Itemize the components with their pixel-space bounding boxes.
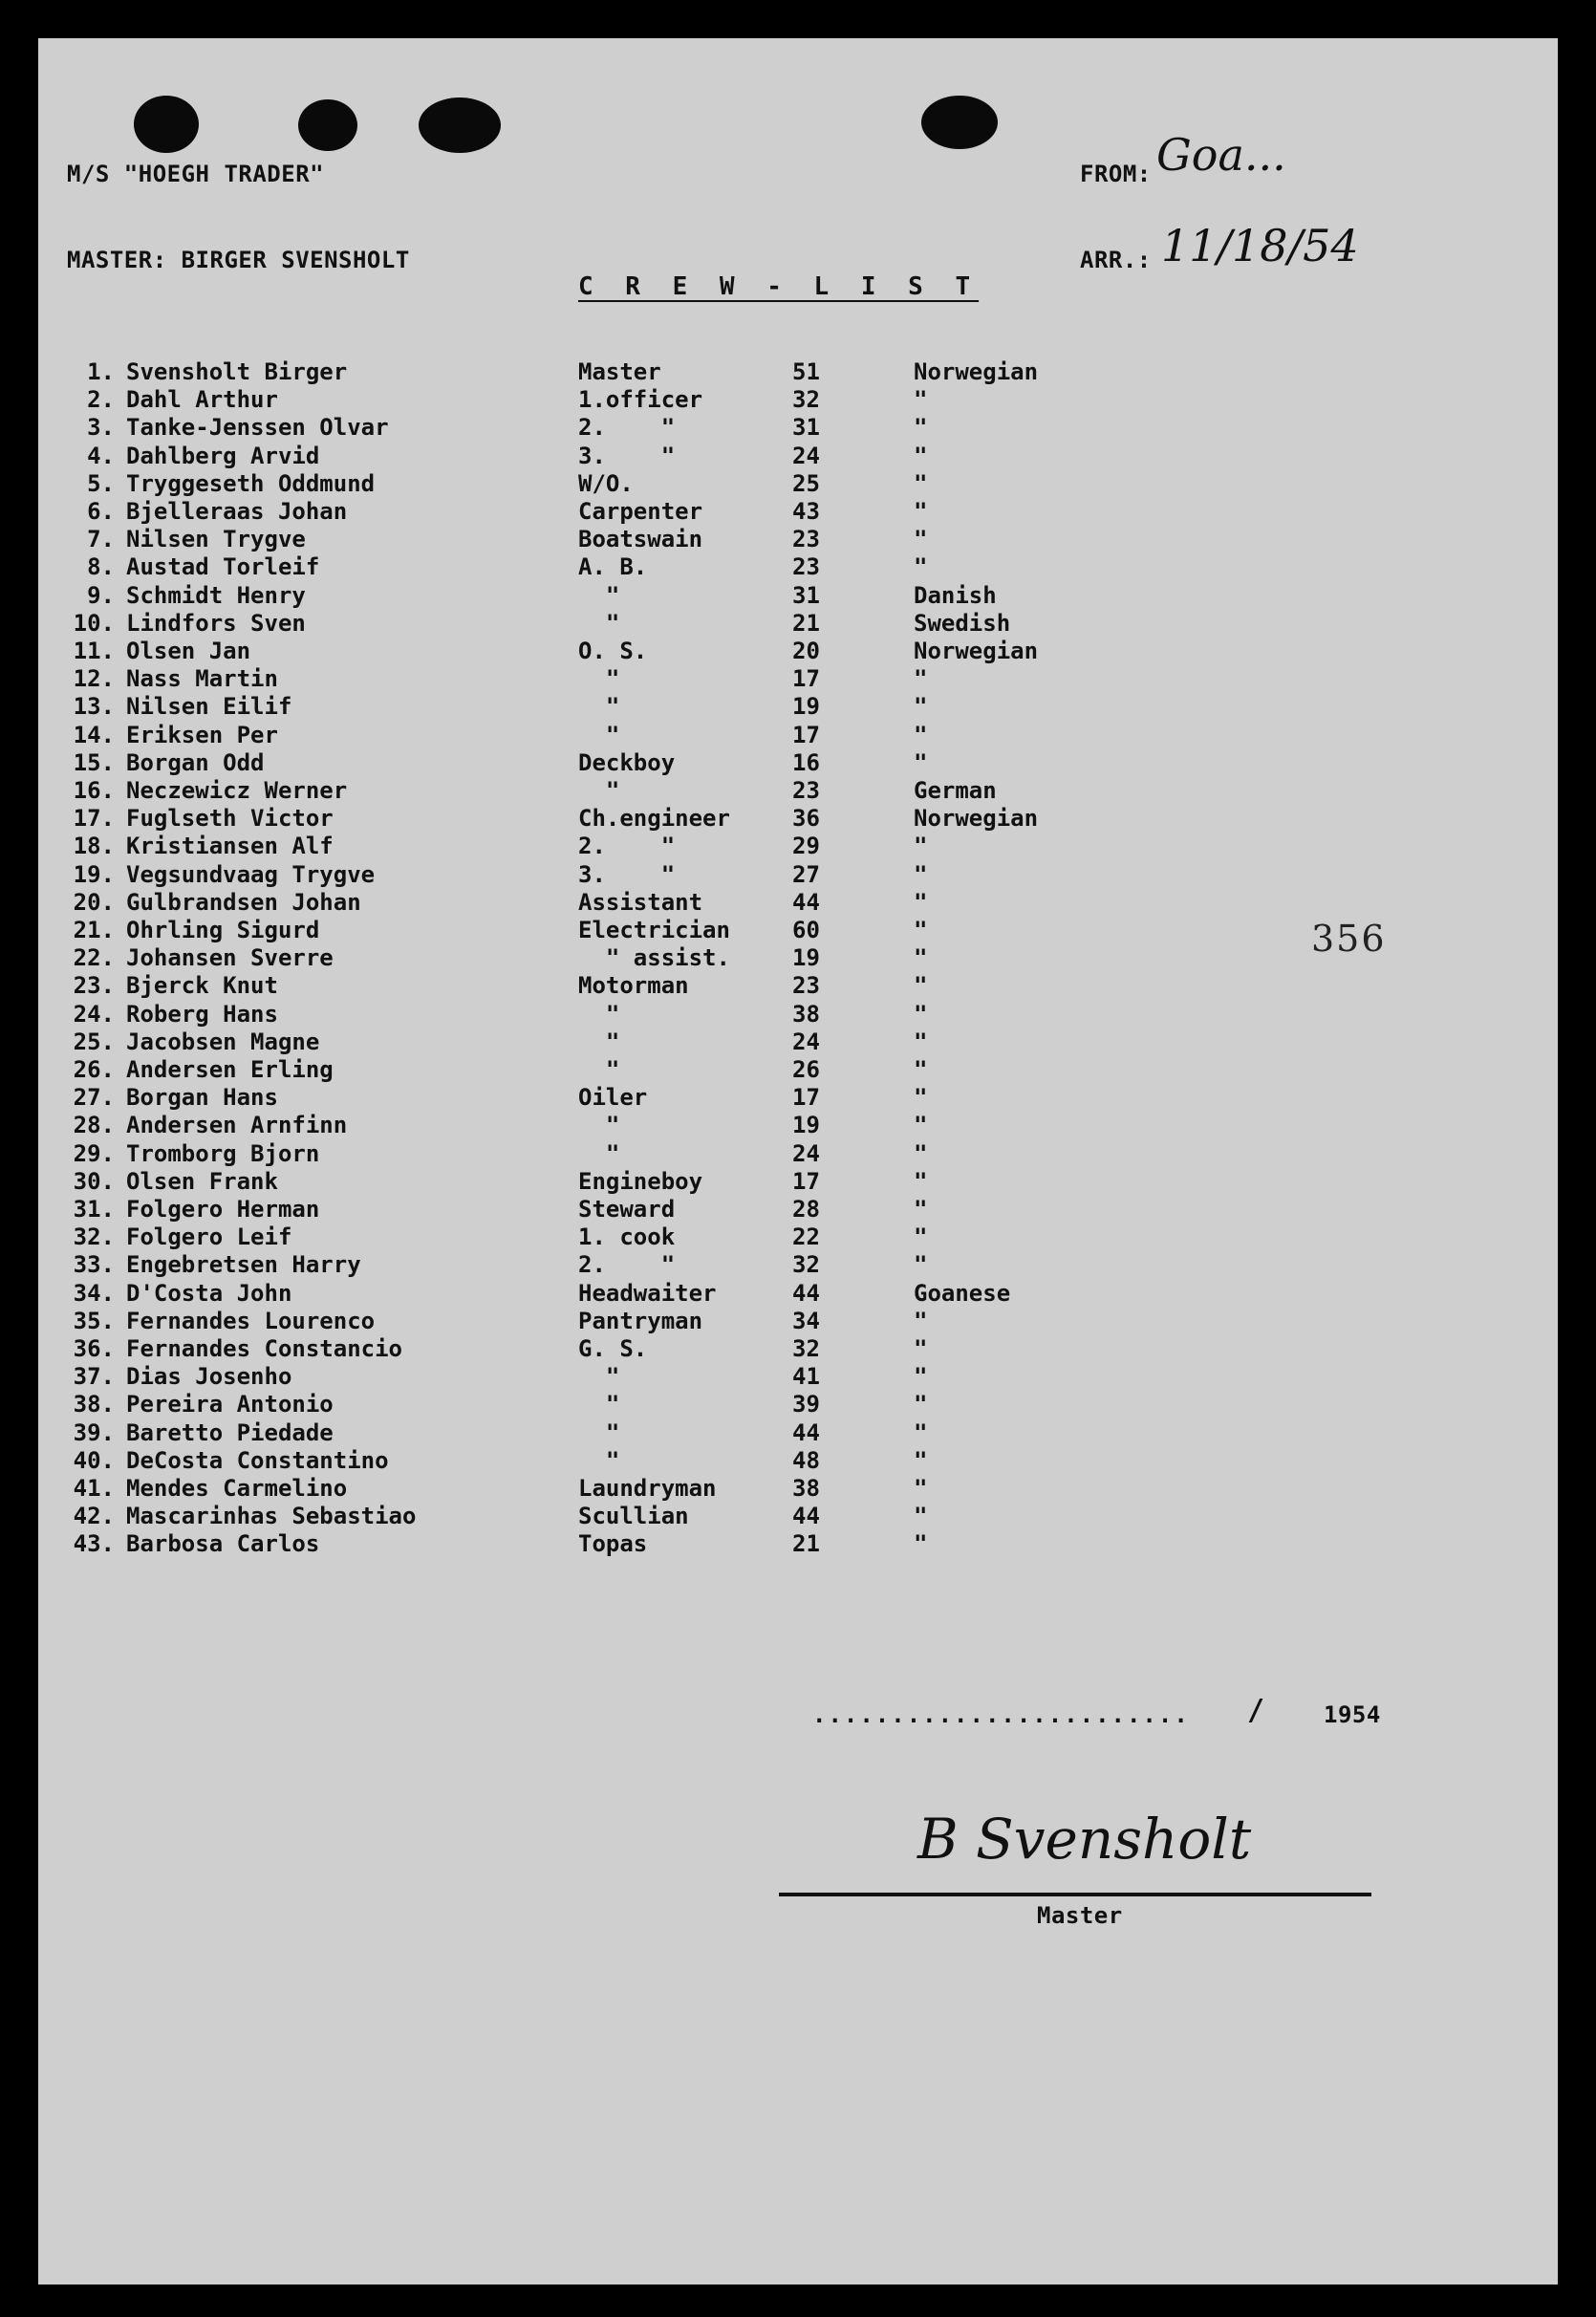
crew-name: Borgan Odd bbox=[126, 748, 265, 776]
crew-name: Jacobsen Magne bbox=[126, 1028, 320, 1055]
crew-number: 18. bbox=[73, 833, 115, 860]
crew-number: 25. bbox=[73, 1028, 115, 1055]
crew-nationality: " bbox=[914, 1139, 928, 1167]
crew-number: 1. bbox=[87, 358, 115, 385]
crew-rank: Deckboy bbox=[578, 748, 676, 776]
crew-age: 44 bbox=[792, 888, 820, 916]
crew-nationality: " bbox=[914, 860, 928, 888]
crew-nationality: " bbox=[914, 972, 928, 1000]
crew-nationality: " bbox=[914, 1363, 928, 1391]
crew-name: Barbosa Carlos bbox=[126, 1530, 320, 1558]
crew-rank: 2. " bbox=[578, 1251, 676, 1279]
crew-name: Tryggeseth Oddmund bbox=[126, 469, 376, 497]
crew-rank: Electrician bbox=[578, 917, 730, 943]
crew-number: 23. bbox=[73, 972, 115, 1000]
crew-name: Engebretsen Harry bbox=[126, 1251, 361, 1279]
document-page bbox=[38, 38, 1558, 2285]
crew-nationality: " bbox=[914, 1391, 928, 1418]
crew-row bbox=[38, 498, 1558, 526]
crew-row bbox=[38, 582, 1558, 610]
crew-rank: " bbox=[578, 1446, 620, 1474]
crew-age: 25 bbox=[792, 469, 820, 497]
crew-name: Dias Josenho bbox=[126, 1363, 292, 1391]
crew-number: 41. bbox=[73, 1475, 115, 1502]
crew-number: 6. bbox=[87, 498, 115, 525]
crew-row bbox=[38, 610, 1558, 638]
crew-age: 20 bbox=[792, 638, 820, 664]
crew-nationality: " bbox=[914, 1084, 928, 1112]
crew-number: 28. bbox=[73, 1112, 115, 1139]
crew-name: Schmidt Henry bbox=[126, 581, 306, 609]
crew-age: 23 bbox=[792, 972, 820, 1000]
crew-age: 32 bbox=[792, 1335, 820, 1362]
crew-rank: 2. " bbox=[578, 833, 676, 860]
crew-row bbox=[38, 1140, 1558, 1168]
crew-age: 19 bbox=[792, 693, 820, 721]
crew-rank: " bbox=[578, 665, 620, 693]
crew-number: 27. bbox=[73, 1084, 115, 1112]
crew-row bbox=[38, 414, 1558, 442]
crew-name: Pereira Antonio bbox=[126, 1391, 334, 1418]
crew-number: 35. bbox=[73, 1307, 115, 1334]
crew-number: 36. bbox=[73, 1335, 115, 1362]
crew-age: 21 bbox=[792, 609, 820, 637]
crew-row bbox=[38, 1196, 1558, 1223]
crew-age: 51 bbox=[792, 358, 820, 385]
date-slash: / bbox=[1247, 1694, 1265, 1727]
crew-nationality: " bbox=[914, 1056, 928, 1083]
crew-row bbox=[38, 1223, 1558, 1251]
crew-rank: Ch.engineer bbox=[578, 805, 730, 833]
punch-hole bbox=[134, 96, 199, 153]
crew-row bbox=[38, 749, 1558, 777]
crew-name: Fernandes Constancio bbox=[126, 1335, 402, 1362]
crew-rank: 1.officer bbox=[578, 386, 703, 414]
crew-number: 39. bbox=[73, 1418, 115, 1446]
signature-label: Master bbox=[1037, 1902, 1123, 1929]
crew-name: Fuglseth Victor bbox=[126, 805, 334, 833]
crew-row bbox=[38, 665, 1558, 693]
crew-rank: Assistant bbox=[578, 888, 703, 916]
crew-row bbox=[38, 1530, 1558, 1558]
signature-line bbox=[779, 1893, 1371, 1896]
crew-number: 2. bbox=[87, 386, 115, 414]
crew-rank: O. S. bbox=[578, 638, 648, 664]
crew-nationality: " bbox=[914, 498, 928, 525]
crew-age: 44 bbox=[792, 1279, 820, 1307]
crew-age: 43 bbox=[792, 498, 820, 525]
arr-value: 11/18/54 bbox=[1161, 220, 1359, 271]
crew-row bbox=[38, 1335, 1558, 1363]
crew-nationality: " bbox=[914, 1530, 928, 1558]
crew-rank: Engineboy bbox=[578, 1167, 703, 1195]
crew-row bbox=[38, 972, 1558, 1000]
crew-row bbox=[38, 1308, 1558, 1335]
crew-row bbox=[38, 722, 1558, 749]
crew-name: Neczewicz Werner bbox=[126, 777, 348, 804]
crew-rank: " bbox=[578, 1056, 620, 1083]
crew-age: 41 bbox=[792, 1363, 820, 1391]
crew-nationality: " bbox=[914, 1028, 928, 1055]
crew-row bbox=[38, 917, 1558, 944]
crew-rank: 3. " bbox=[578, 442, 676, 469]
crew-number: 3. bbox=[87, 414, 115, 442]
arr-label: ARR.: bbox=[1080, 247, 1152, 273]
crew-rank: Motorman bbox=[578, 972, 689, 1000]
crew-number: 17. bbox=[73, 805, 115, 833]
punch-hole bbox=[419, 97, 501, 153]
crew-age: 24 bbox=[792, 1028, 820, 1055]
crew-nationality: Norwegian bbox=[914, 358, 1039, 385]
crew-number: 29. bbox=[73, 1139, 115, 1167]
crew-row bbox=[38, 443, 1558, 470]
crew-row bbox=[38, 1056, 1558, 1084]
crew-number: 20. bbox=[73, 888, 115, 916]
date-year: 1954 bbox=[1324, 1701, 1381, 1728]
crew-rank: A. B. bbox=[578, 553, 648, 581]
crew-nationality: Norwegian bbox=[914, 805, 1039, 833]
crew-row bbox=[38, 553, 1558, 581]
crew-nationality: " bbox=[914, 553, 928, 581]
crew-number: 38. bbox=[73, 1391, 115, 1418]
crew-age: 44 bbox=[792, 1503, 820, 1530]
crew-row bbox=[38, 1447, 1558, 1475]
crew-number: 30. bbox=[73, 1167, 115, 1195]
crew-rank: 1. cook bbox=[578, 1223, 676, 1251]
crew-name: Mendes Carmelino bbox=[126, 1475, 348, 1502]
crew-age: 16 bbox=[792, 748, 820, 776]
crew-rank: 3. " bbox=[578, 860, 676, 888]
crew-name: Bjerck Knut bbox=[126, 972, 278, 1000]
crew-name: D'Costa John bbox=[126, 1279, 292, 1307]
crew-name: Andersen Erling bbox=[126, 1056, 334, 1083]
crew-nationality: " bbox=[914, 386, 928, 414]
crew-name: Johansen Sverre bbox=[126, 944, 334, 972]
crew-age: 44 bbox=[792, 1418, 820, 1446]
crew-row bbox=[38, 638, 1558, 665]
crew-nationality: " bbox=[914, 888, 928, 916]
crew-row bbox=[38, 1112, 1558, 1139]
crew-rank: G. S. bbox=[578, 1335, 648, 1362]
crew-name: DeCosta Constantino bbox=[126, 1446, 389, 1474]
crew-rank: Oiler bbox=[578, 1084, 648, 1112]
crew-name: Ohrling Sigurd bbox=[126, 917, 320, 943]
crew-rank: Carpenter bbox=[578, 498, 703, 525]
crew-row bbox=[38, 889, 1558, 917]
crew-row bbox=[38, 1475, 1558, 1503]
crew-nationality: Danish bbox=[914, 581, 997, 609]
crew-name: Bjelleraas Johan bbox=[126, 498, 348, 525]
crew-age: 48 bbox=[792, 1446, 820, 1474]
crew-rank: Laundryman bbox=[578, 1475, 717, 1502]
crew-row bbox=[38, 358, 1558, 386]
crew-nationality: " bbox=[914, 1503, 928, 1530]
crew-nationality: Swedish bbox=[914, 609, 1011, 637]
crew-name: Olsen Jan bbox=[126, 638, 251, 664]
crew-number: 14. bbox=[73, 721, 115, 748]
crew-nationality: " bbox=[914, 1196, 928, 1223]
crew-name: Folgero Herman bbox=[126, 1196, 320, 1223]
crew-nationality: German bbox=[914, 777, 997, 804]
date-line: ........................ bbox=[812, 1701, 1190, 1728]
crew-number: 11. bbox=[73, 638, 115, 664]
crew-row bbox=[38, 1084, 1558, 1112]
crew-nationality: " bbox=[914, 721, 928, 748]
crew-name: Olsen Frank bbox=[126, 1167, 278, 1195]
crew-nationality: " bbox=[914, 1112, 928, 1139]
crew-rank: Master bbox=[578, 358, 661, 385]
crew-number: 34. bbox=[73, 1279, 115, 1307]
crew-age: 38 bbox=[792, 1000, 820, 1028]
crew-row bbox=[38, 1503, 1558, 1530]
crew-age: 22 bbox=[792, 1223, 820, 1251]
crew-rank: Pantryman bbox=[578, 1307, 703, 1334]
crew-rank: " bbox=[578, 1112, 620, 1139]
page-stamp-number: 356 bbox=[1311, 918, 1387, 960]
crew-nationality: Goanese bbox=[914, 1279, 1011, 1307]
crew-nationality: " bbox=[914, 748, 928, 776]
crew-rank: " bbox=[578, 1363, 620, 1391]
crew-age: 36 bbox=[792, 805, 820, 833]
crew-name: Vegsundvaag Trygve bbox=[126, 860, 376, 888]
crew-age: 39 bbox=[792, 1391, 820, 1418]
crew-row bbox=[38, 1363, 1558, 1391]
crew-number: 32. bbox=[73, 1223, 115, 1251]
crew-row bbox=[38, 1029, 1558, 1056]
crew-name: Baretto Piedade bbox=[126, 1418, 334, 1446]
crew-age: 27 bbox=[792, 860, 820, 888]
crew-rank: " bbox=[578, 1139, 620, 1167]
crew-age: 23 bbox=[792, 777, 820, 804]
punch-hole bbox=[921, 96, 998, 149]
crew-nationality: " bbox=[914, 1475, 928, 1502]
crew-name: Dahlberg Arvid bbox=[126, 442, 320, 469]
crew-nationality: " bbox=[914, 414, 928, 442]
page-title: C R E W - L I S T bbox=[578, 272, 980, 301]
crew-age: 26 bbox=[792, 1056, 820, 1083]
crew-rank: " bbox=[578, 721, 620, 748]
crew-name: Nilsen Eilif bbox=[126, 693, 292, 721]
crew-name: Nilsen Trygve bbox=[126, 526, 306, 553]
crew-number: 21. bbox=[73, 917, 115, 943]
crew-row bbox=[38, 1391, 1558, 1418]
crew-row bbox=[38, 944, 1558, 972]
punch-hole bbox=[298, 99, 357, 151]
crew-nationality: " bbox=[914, 665, 928, 693]
crew-age: 23 bbox=[792, 553, 820, 581]
crew-name: Tromborg Bjorn bbox=[126, 1139, 320, 1167]
master-name: MASTER: BIRGER SVENSHOLT bbox=[67, 247, 410, 273]
crew-age: 29 bbox=[792, 833, 820, 860]
crew-age: 34 bbox=[792, 1307, 820, 1334]
crew-rank: " assist. bbox=[578, 944, 730, 972]
crew-nationality: " bbox=[914, 526, 928, 553]
crew-number: 15. bbox=[73, 748, 115, 776]
crew-number: 4. bbox=[87, 442, 115, 469]
crew-nationality: " bbox=[914, 1167, 928, 1195]
crew-row bbox=[38, 526, 1558, 553]
crew-name: Folgero Leif bbox=[126, 1223, 292, 1251]
crew-rank: " bbox=[578, 1391, 620, 1418]
from-label: FROM: bbox=[1080, 161, 1152, 187]
crew-number: 33. bbox=[73, 1251, 115, 1279]
crew-name: Dahl Arthur bbox=[126, 386, 278, 414]
crew-number: 12. bbox=[73, 665, 115, 693]
crew-rank: W/O. bbox=[578, 469, 634, 497]
crew-age: 24 bbox=[792, 442, 820, 469]
crew-row bbox=[38, 470, 1558, 498]
crew-rank: 2. " bbox=[578, 414, 676, 442]
crew-row bbox=[38, 1419, 1558, 1447]
crew-age: 19 bbox=[792, 1112, 820, 1139]
crew-nationality: " bbox=[914, 1223, 928, 1251]
crew-row bbox=[38, 777, 1558, 805]
crew-nationality: " bbox=[914, 1446, 928, 1474]
crew-name: Eriksen Per bbox=[126, 721, 278, 748]
crew-nationality: " bbox=[914, 693, 928, 721]
crew-age: 32 bbox=[792, 386, 820, 414]
crew-name: Roberg Hans bbox=[126, 1000, 278, 1028]
crew-row bbox=[38, 833, 1558, 860]
crew-name: Fernandes Lourenco bbox=[126, 1307, 376, 1334]
crew-number: 40. bbox=[73, 1446, 115, 1474]
crew-rank: Headwaiter bbox=[578, 1279, 717, 1307]
crew-age: 23 bbox=[792, 526, 820, 553]
crew-rank: " bbox=[578, 1000, 620, 1028]
crew-number: 22. bbox=[73, 944, 115, 972]
crew-age: 17 bbox=[792, 721, 820, 748]
crew-rank: Steward bbox=[578, 1196, 676, 1223]
crew-number: 24. bbox=[73, 1000, 115, 1028]
crew-row bbox=[38, 386, 1558, 414]
crew-number: 43. bbox=[73, 1530, 115, 1558]
crew-name: Borgan Hans bbox=[126, 1084, 278, 1112]
crew-rank: " bbox=[578, 693, 620, 721]
crew-number: 10. bbox=[73, 609, 115, 637]
crew-name: Tanke-Jenssen Olvar bbox=[126, 414, 389, 442]
crew-row bbox=[38, 693, 1558, 721]
crew-row bbox=[38, 1001, 1558, 1029]
crew-name: Mascarinhas Sebastiao bbox=[126, 1503, 417, 1530]
crew-nationality: " bbox=[914, 1251, 928, 1279]
crew-row bbox=[38, 1168, 1558, 1196]
crew-name: Lindfors Sven bbox=[126, 609, 306, 637]
from-value: Goa... bbox=[1156, 129, 1286, 181]
crew-nationality: " bbox=[914, 1000, 928, 1028]
crew-number: 13. bbox=[73, 693, 115, 721]
crew-row bbox=[38, 1251, 1558, 1279]
crew-nationality: " bbox=[914, 469, 928, 497]
crew-age: 24 bbox=[792, 1139, 820, 1167]
crew-nationality: " bbox=[914, 442, 928, 469]
crew-name: Austad Torleif bbox=[126, 553, 320, 581]
crew-name: Svensholt Birger bbox=[126, 358, 348, 385]
crew-number: 42. bbox=[73, 1503, 115, 1530]
crew-name: Gulbrandsen Johan bbox=[126, 888, 361, 916]
master-signature: B Svensholt bbox=[917, 1807, 1252, 1872]
crew-age: 17 bbox=[792, 665, 820, 693]
crew-age: 17 bbox=[792, 1167, 820, 1195]
crew-number: 31. bbox=[73, 1196, 115, 1223]
crew-row bbox=[38, 805, 1558, 833]
crew-number: 5. bbox=[87, 469, 115, 497]
crew-rank: Boatswain bbox=[578, 526, 703, 553]
crew-rank: " bbox=[578, 581, 620, 609]
crew-nationality: " bbox=[914, 944, 928, 972]
crew-age: 38 bbox=[792, 1475, 820, 1502]
crew-age: 28 bbox=[792, 1196, 820, 1223]
crew-name: Kristiansen Alf bbox=[126, 833, 334, 860]
crew-number: 26. bbox=[73, 1056, 115, 1083]
crew-name: Nass Martin bbox=[126, 665, 278, 693]
crew-number: 7. bbox=[87, 526, 115, 553]
crew-nationality: " bbox=[914, 1418, 928, 1446]
crew-age: 17 bbox=[792, 1084, 820, 1112]
crew-age: 31 bbox=[792, 414, 820, 442]
crew-rank: " bbox=[578, 609, 620, 637]
crew-number: 37. bbox=[73, 1363, 115, 1391]
crew-number: 16. bbox=[73, 777, 115, 804]
crew-number: 19. bbox=[73, 860, 115, 888]
crew-rank: " bbox=[578, 1418, 620, 1446]
crew-nationality: " bbox=[914, 833, 928, 860]
crew-rank: Scullian bbox=[578, 1503, 689, 1530]
crew-row bbox=[38, 861, 1558, 889]
crew-nationality: " bbox=[914, 917, 928, 943]
crew-number: 8. bbox=[87, 553, 115, 581]
crew-name: Andersen Arnfinn bbox=[126, 1112, 348, 1139]
crew-age: 31 bbox=[792, 581, 820, 609]
crew-nationality: Norwegian bbox=[914, 638, 1039, 664]
crew-number: 9. bbox=[87, 581, 115, 609]
vessel-name: M/S "HOEGH TRADER" bbox=[67, 161, 325, 187]
crew-rank: " bbox=[578, 777, 620, 804]
crew-age: 32 bbox=[792, 1251, 820, 1279]
crew-age: 19 bbox=[792, 944, 820, 972]
crew-nationality: " bbox=[914, 1335, 928, 1362]
crew-rank: " bbox=[578, 1028, 620, 1055]
crew-nationality: " bbox=[914, 1307, 928, 1334]
crew-age: 21 bbox=[792, 1530, 820, 1558]
crew-age: 60 bbox=[792, 917, 820, 943]
crew-rank: Topas bbox=[578, 1530, 648, 1558]
crew-row bbox=[38, 1280, 1558, 1308]
